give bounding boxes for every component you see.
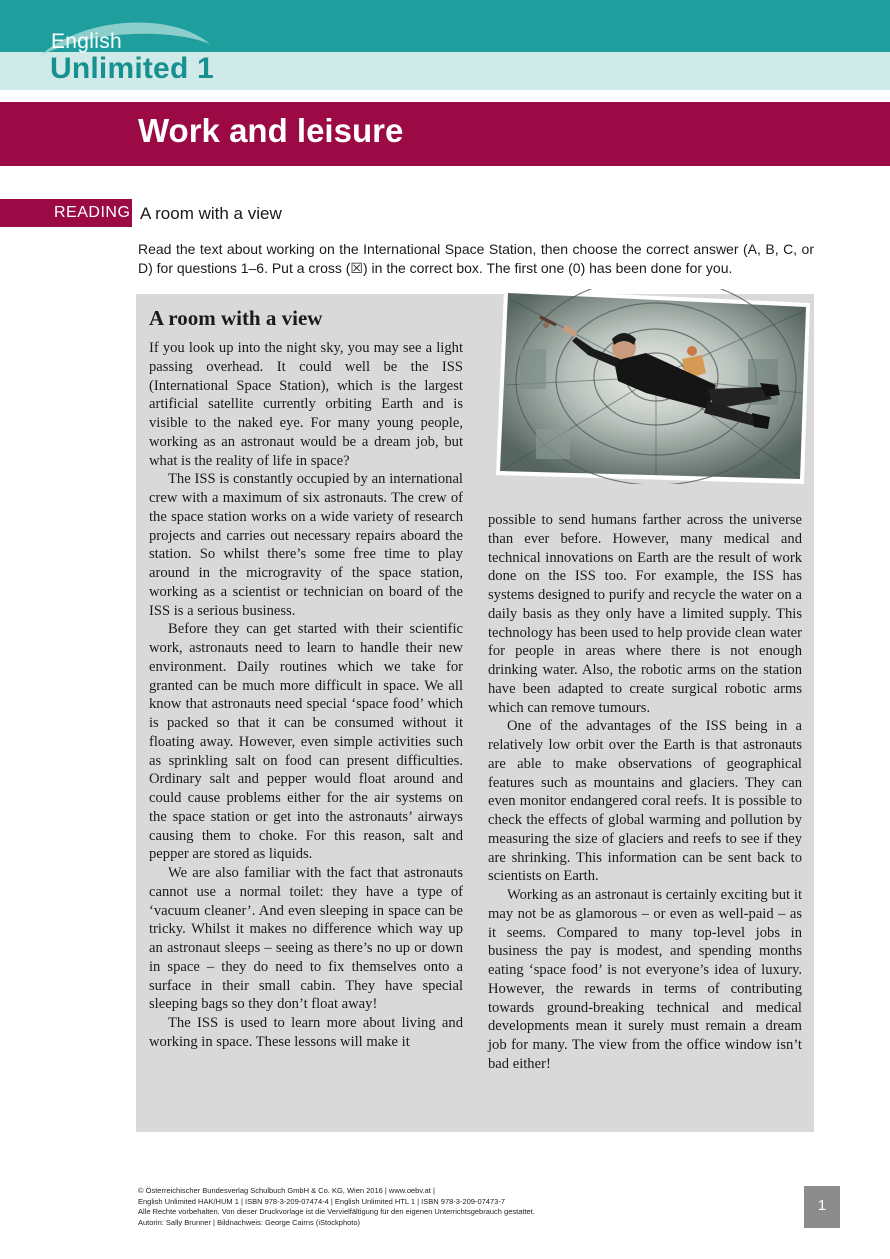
- article-column-right: [488, 511, 802, 1074]
- unit-title: Work and leisure: [138, 112, 404, 149]
- article-paragraph: possible to send humans farther across the universe than ever before. However, many medical and technical innovations on Earth are the result of work done on the ISS too. For example, the ISS has systems designed to purify and recycle the water on a daily basis as they only have a limited supply. This technology has been used to help provide clean water for people in areas where there is not enough drinking water. Also, the robotic arms on the station have been adapted to create surgical robotic arms which can remove tumours.: [488, 512, 802, 716]
- astronaut-floating-photo: [496, 289, 810, 484]
- article-paragraph: One of the advantages of the ISS being in a relatively low orbit over the Earth is that astronauts are able to make observations of geographical features such as mountains and glaciers. They can even monitor endangered coral reefs. It is possible to check the effects of global warming and pollution by measuring the size of glaciers and reefs to see if they are shrinking. This information can be sent back to scientists on Earth.: [488, 718, 802, 885]
- footer-rights: Alle Rechte vorbehalten. Von dieser Druckvorlage ist die Vervielfältigung für den eigenen Unterrichtsgebrauch gestattet.: [138, 1207, 535, 1216]
- footer-isbn: English Unlimited HAK/HUM 1 | ISBN 978-3-209-07474-4 | English Unlimited HTL 1 | ISBN 978-3-209-07473-7: [138, 1196, 505, 1206]
- article-paragraph: The ISS is used to learn more about living and working in space. These lessons will make it: [149, 1015, 463, 1050]
- footer: [138, 1186, 778, 1228]
- article-paragraph: We are also familiar with the fact that astronauts cannot use a normal toilet: they have a type of ‘vacuum cleaner’. And even sleeping in space can be tricky. Whilst it makes no difference which way up an astronaut sleeps – seeing as there’s no up or down in space – they do need to fix themselves onto a surface in their small cabin. They have special sleeping bags so they don’t float away!: [149, 865, 463, 1013]
- unit-title-bar: [0, 102, 890, 166]
- section-title: A room with a view: [140, 204, 282, 223]
- article-paragraph: Before they can get started with their scientific work, astronauts need to learn to handle their new environment. Daily routines which we take for granted can be much more difficult in space. We all know that astronauts need special ‘space food’ which is packed so that it can be consumed without it floating away. However, even simple activities such as sprinkling salt on food can present difficulties. Ordinary salt and pepper would float around and could cause problems either for the air systems on the space station or get into the astronauts’ airways causing them to choke. For this reason, salt and pepper are stored as liquids.: [149, 621, 463, 863]
- article-paragraph: Working as an astronaut is certainly exciting but it may not be as glamorous – or even as well-paid – as it seems. Compared to many top-level jobs in business the pay is modest, and spending months eating ‘space food’ is not everyone’s idea of luxury. However, the rewards in terms of contributing towards ground-breaking technical and medical developments mean it surely must remain a dream job for many. The view from the office window isn’t bad either!: [488, 887, 802, 1072]
- article-title: A room with a view: [149, 306, 323, 330]
- article-paragraph: If you look up into the night sky, you may see a light passing overhead. It could well be the ISS (International Space Station), which is the largest artificial satellite currently orbiting Earth and is visible to the naked eye. For many young people, working as an astronaut would be a dream job, but what is the reality of life in space?: [149, 340, 463, 469]
- logo-english: English: [51, 30, 122, 53]
- article-paragraph: The ISS is constantly occupied by an international crew with a maximum of six astronauts. The crew of the space station works on a wide variety of research projects and carries out necessary repairs aboard the station. So whilst there’s some free time to play around in the microgravity of the space station, working as a scientist or technician on board of the ISS is a serious business.: [149, 471, 463, 619]
- footer-copyright: © Österreichischer Bundesverlag Schulbuch GmbH & Co. KG, Wien 2016 | www.oebv.at |: [138, 1186, 435, 1195]
- logo-unlimited: Unlimited 1: [50, 52, 214, 85]
- footer-credits: Autorin: Sally Brunner | Bildnachweis: George Cairns (iStockphoto): [138, 1217, 361, 1227]
- section-tag: READING: [54, 204, 131, 221]
- article-column-left: [149, 306, 463, 1052]
- page-number: 1: [817, 1197, 827, 1214]
- instructions: Read the text about working on the International Space Station, then choose the correct answer (A, B, C, or D) for questions 1–6. Put a cross (☒) in the correct box. The first one (0) has been done for you.: [138, 241, 814, 276]
